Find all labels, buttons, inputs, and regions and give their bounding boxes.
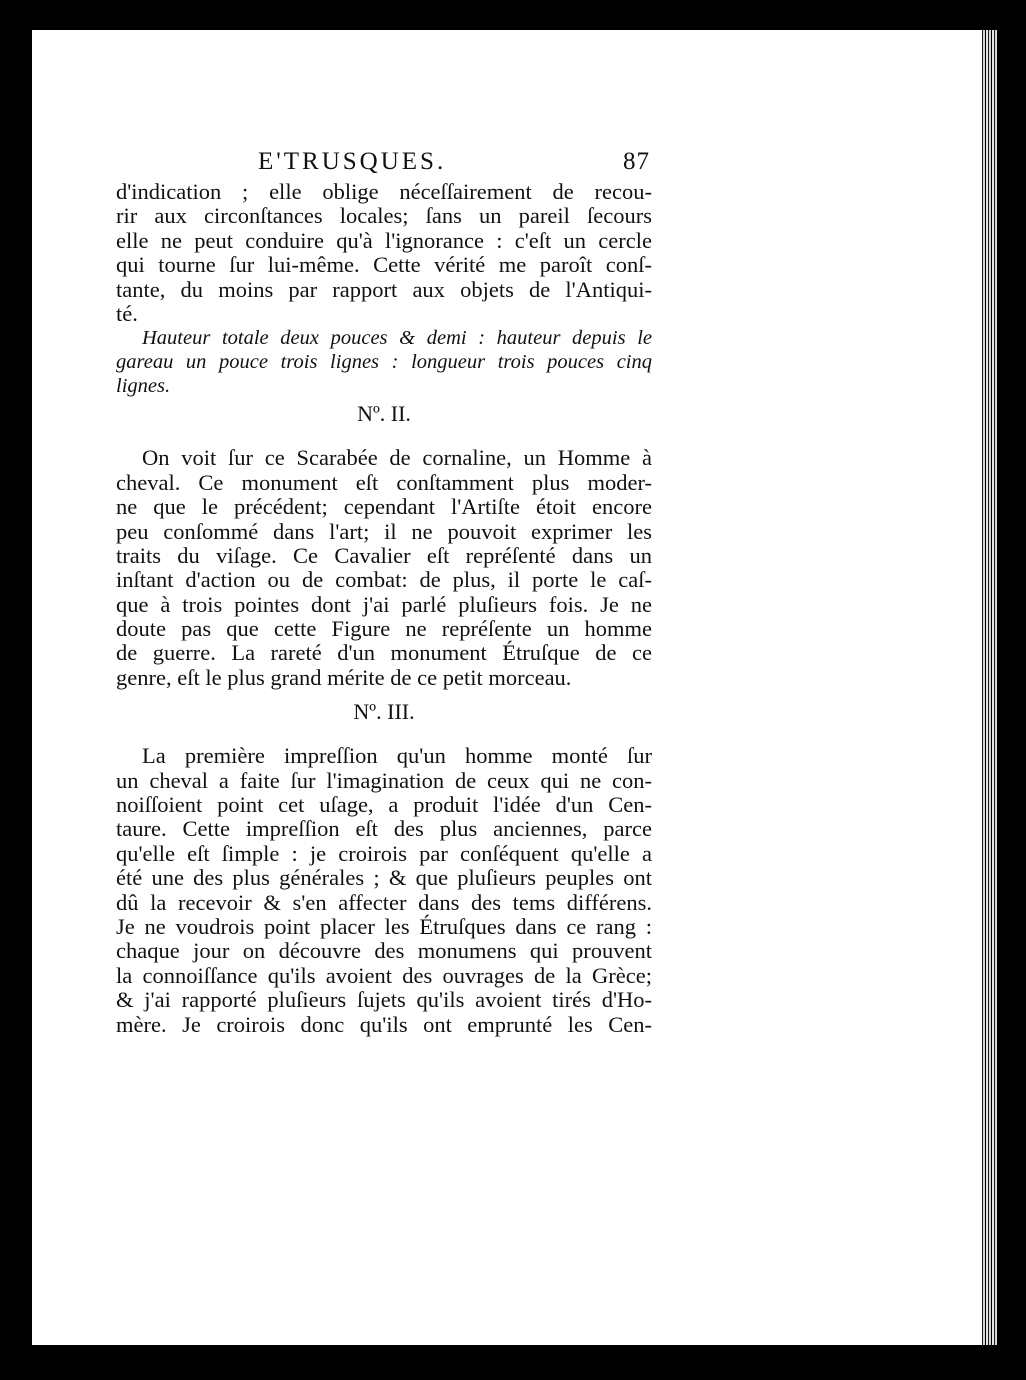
- dimensions-note: [116, 326, 652, 398]
- text-line: taure. Cette impreſſion eſt des plus anciennes, parce: [116, 816, 652, 842]
- running-title: E'TRUSQUES.: [258, 148, 447, 175]
- text-line: de guerre. La rareté d'un monument Étruſque de ce: [116, 640, 652, 666]
- text-line: ne que le précédent; cependant l'Artiſte étoit encore: [116, 494, 652, 520]
- text-line: On voit ſur ce Scarabée de cornaline, un Homme à: [142, 445, 652, 471]
- text-line: été une des plus générales ; & que pluſieurs peuples ont: [116, 865, 652, 891]
- text-line: cheval. Ce monument eſt conſtamment plus moder-: [116, 469, 652, 495]
- text-line: peu conſommé dans l'art; il ne pouvoit exprimer les: [116, 518, 652, 544]
- text-line: genre, eſt le plus grand mérite de ce petit morceau.: [116, 664, 572, 690]
- text-line: La première impreſſion qu'un homme monté ſur: [142, 743, 652, 769]
- page-number: 87: [623, 148, 650, 175]
- paragraph-3: [116, 744, 652, 1037]
- text-line: rir aux circonſtances locales; ſans un pareil ſecours: [116, 203, 652, 229]
- text-line: dû la recevoir & s'en affecter dans des tems différens.: [116, 889, 652, 915]
- text-line: mère. Je croirois donc qu'ils ont emprunté les Cen-: [116, 1011, 652, 1037]
- text-line: té.: [116, 300, 138, 326]
- dimensions-line: Hauteur totale deux pouces & demi : hauteur depuis le: [142, 327, 652, 350]
- text-line: chaque jour on découvre des monumens qui prouvent: [116, 938, 652, 964]
- text-block: [116, 148, 652, 1037]
- text-line: qu'elle eſt ſimple : je croirois par conſéquent qu'elle a: [116, 840, 652, 866]
- paragraph-1: [116, 180, 652, 326]
- text-line: noiſſoient point cet uſage, a produit l'idée d'un Cen-: [116, 792, 652, 818]
- text-line: doute pas que cette Figure ne repréſente un homme: [116, 616, 652, 642]
- running-header: [116, 148, 652, 180]
- text-line: elle ne peut conduire qu'à l'ignorance : c'eſt un cercle: [116, 227, 652, 253]
- text-line: un cheval a faite ſur l'imagination de ceux qui ne con-: [116, 767, 652, 793]
- text-line: inſtant d'action ou de combat: de plus, il porte le caſ-: [116, 567, 652, 593]
- text-line: Je ne voudrois point placer les Étruſques dans ce rang :: [116, 913, 652, 939]
- page-edge: [980, 30, 998, 1345]
- paragraph-2: [116, 446, 652, 690]
- text-line: tante, du moins par rapport aux objets de l'Antiqui-: [116, 276, 652, 302]
- dimensions-line: gareau un pouce trois lignes : longueur trois pouces cinq: [116, 351, 652, 374]
- section-heading-3: Nº. III.: [353, 699, 415, 725]
- dimensions-line: lignes.: [116, 375, 171, 398]
- text-line: que à trois pointes dont j'ai parlé pluſieurs fois. Je ne: [116, 591, 652, 617]
- text-line: traits du viſage. Ce Cavalier eſt repréſenté dans un: [116, 542, 652, 568]
- text-line: la connoiſſance qu'ils avoient des ouvrages de la Grèce;: [116, 962, 652, 988]
- section-heading-2: Nº. II.: [357, 401, 411, 427]
- text-line: d'indication ; elle oblige néceſſairement de recou-: [116, 179, 652, 204]
- text-line: & j'ai rapporté pluſieurs ſujets qu'ils avoient tirés d'Ho-: [116, 987, 652, 1013]
- text-line: qui tourne ſur lui-même. Cette vérité me paroît conſ-: [116, 252, 652, 278]
